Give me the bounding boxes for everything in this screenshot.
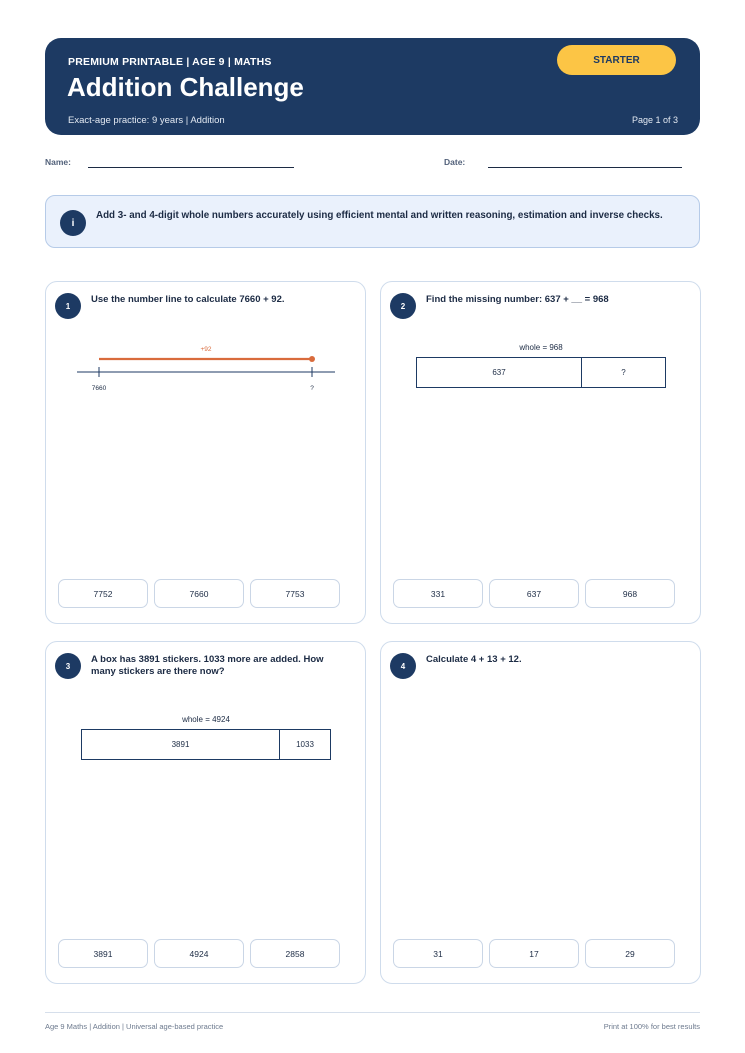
bar-part: 1033 [279, 730, 330, 759]
question-text: A box has 3891 stickers. 1033 more are added. How many stickers are there now? [91, 654, 324, 677]
question-card-1 [45, 281, 366, 624]
answer-option[interactable]: 7752 [58, 579, 148, 608]
date-label: Date: [444, 157, 466, 167]
start-label: 7660 [91, 385, 107, 392]
header-kicker: PREMIUM PRINTABLE | AGE 9 | MATHS [68, 56, 272, 68]
question-card-2 [380, 281, 701, 624]
answer-option[interactable]: 4924 [154, 939, 244, 968]
question-number: 3 [55, 653, 81, 679]
page-number: Page 1 of 3 [631, 115, 678, 125]
answer-option[interactable]: 968 [585, 579, 675, 608]
bar-part-missing: ? [581, 358, 665, 387]
name-field[interactable] [88, 167, 294, 168]
question-text: Find the missing number: 637 + __ = 968 [426, 294, 609, 305]
answer-option[interactable]: 7753 [250, 579, 340, 608]
number-line [46, 332, 367, 462]
info-icon: i [60, 210, 86, 236]
answer-option[interactable]: 2858 [250, 939, 340, 968]
bar-model-caption: whole = 4924 [182, 715, 230, 724]
bar-model-caption: whole = 968 [519, 343, 563, 352]
question-number: 2 [390, 293, 416, 319]
question-text: Use the number line to calculate 7660 + 92. [91, 294, 285, 305]
footer-right-text: Print at 100% for best results [603, 1022, 700, 1031]
question-number: 1 [55, 293, 81, 319]
question-text: Calculate 4 + 13 + 12. [426, 654, 522, 665]
bar-model [416, 357, 666, 388]
answer-option[interactable]: 29 [585, 939, 675, 968]
bar-part: 3891 [171, 740, 190, 749]
answer-option[interactable]: 3891 [58, 939, 148, 968]
header-subtitle: Exact-age practice: 9 years | Addition [68, 115, 225, 126]
question-card-4 [380, 641, 701, 984]
bar-model [81, 729, 331, 760]
page-title: Addition Challenge [67, 72, 304, 102]
name-label: Name: [45, 157, 71, 167]
question-card-3 [45, 641, 366, 984]
end-label: ? [310, 385, 314, 392]
footer-left-text: Age 9 Maths | Addition | Universal age-based practice [45, 1022, 224, 1031]
jump-end-dot [309, 356, 315, 362]
answer-option[interactable]: 7660 [154, 579, 244, 608]
answer-option[interactable]: 637 [489, 579, 579, 608]
answer-option[interactable]: 331 [393, 579, 483, 608]
level-badge: STARTER [557, 45, 676, 75]
bar-part: 637 [492, 368, 506, 377]
date-field[interactable] [488, 167, 682, 168]
question-number: 4 [390, 653, 416, 679]
worksheet-header [45, 38, 700, 135]
footer-divider [45, 1012, 700, 1013]
learning-objective [45, 195, 700, 248]
objective-text: Add 3- and 4-digit whole numbers accurately using efficient mental and written reasoning, estimation and inverse checks. [96, 210, 663, 221]
answer-option[interactable]: 17 [489, 939, 579, 968]
jump-label: +92 [200, 346, 212, 353]
answer-option[interactable]: 31 [393, 939, 483, 968]
